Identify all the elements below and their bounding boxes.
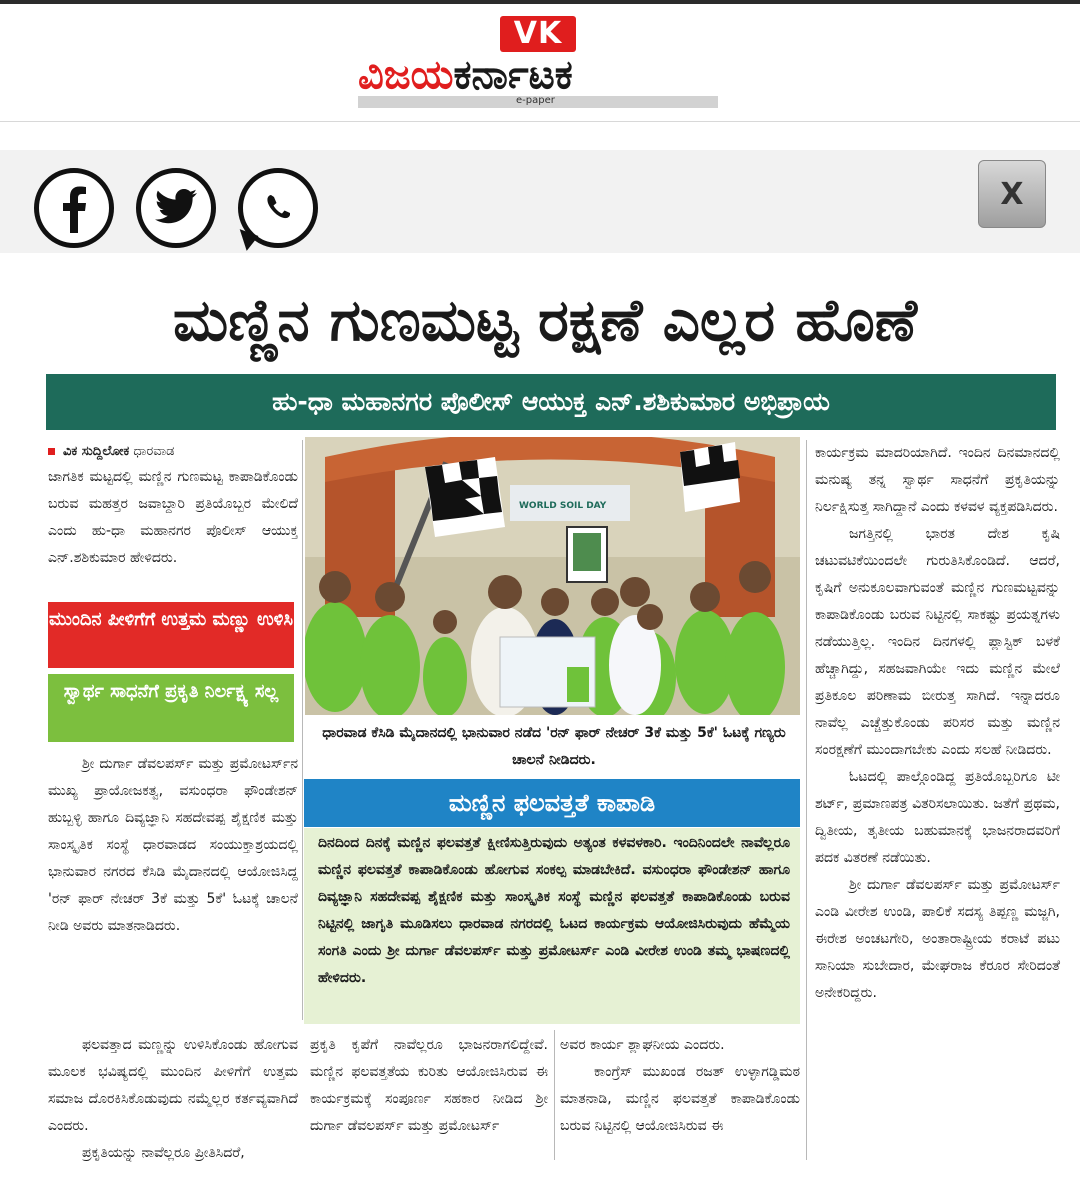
article-photo[interactable] <box>305 437 800 715</box>
article-headline: ಮಣ್ಣಿನ ಗುಣಮಟ್ಟ ರಕ್ಷಣೆ ಎಲ್ಲರ ಹೊಣೆ <box>172 286 918 354</box>
body-paragraph: ಶ್ರೀ ದುರ್ಗಾ ಡೆವಲಪರ್ಸ್ ಮತ್ತು ಪ್ರಮೋಟರ್ಸ್‌ನ ಮುಖ್ಯ ಪ್ರಾಯೋಜಕತ್ವ, ವಸುಂಧರಾ ಫೌಂಡೇಶನ್ ಹುಬ್ಬಳ್ಳಿ ಹಾಗೂ ದಿವ್ಯಜ್ಞಾನಿ ಸಹದೇವಪ್ಪ ಶೈಕ್ಷಣಿಕ ಮತ್ತು ಸಾಂಸ್ಕೃತಿಕ ಸಂಸ್ಥೆ ಧಾರವಾಡದ ಸಂಯುಕ್ತಾಶ್ರಯದಲ್ಲಿ ಭಾನುವಾರ ನಗರದ ಕೆಸಿಡಿ ಮೈದಾನದಲ್ಲಿ ಆಯೋಜಿಸಿದ್ದ 'ರನ್ ಫಾರ್ ನೇಚರ್ 3ಕೆ ಮತ್ತು 5ಕೆ' ಓಟಕ್ಕೆ ಚಾಲನೆ ನೀಡಿ ಅವರು ಮಾತನಾಡಿದರು. <box>48 756 298 934</box>
column2a-body <box>310 1032 548 1140</box>
column1-body <box>48 751 298 940</box>
intro-paragraph: ಜಾಗತಿಕ ಮಟ್ಟದಲ್ಲಿ ಮಣ್ಣಿನ ಗುಣಮಟ್ಟ ಕಾಪಾಡಿಕೊಂಡು ಬರುವ ಮಹತ್ತರ ಜವಾಬ್ದಾರಿ ಪ್ರತಿಯೊಬ್ಬರ ಮೇಲಿದೆ ಎಂದು ಹು-ಧಾ ಮಹಾನಗರ ಪೊಲೀಸ್ ಆಯುಕ್ತ ಎನ್.ಶಶಿಕುಮಾರ ಹೇಳಿದರು. <box>48 469 298 566</box>
edition-label: e-paper <box>516 95 555 106</box>
facebook-icon[interactable] <box>34 168 114 248</box>
vk-logo-badge: VK <box>500 16 576 52</box>
column1-bottom <box>48 1032 298 1167</box>
quote-box <box>304 828 800 1024</box>
article-subhead: ಹು-ಧಾ ಮಹಾನಗರ ಪೊಲೀಸ್ ಆಯುಕ್ತ ಎನ್.ಶಶಿಕುಮಾರ ಅಭಿಪ್ರಾಯ <box>46 374 1056 430</box>
brand-part1: ವಿಜಯ <box>358 52 454 98</box>
body-paragraph: ಶ್ರೀ ದುರ್ಗಾ ಡೆವಲಪರ್ಸ್ ಮತ್ತು ಪ್ರಮೋಟರ್ಸ್ ಎಂಡಿ ವೀರೇಶ ಉಂಡಿ, ಪಾಲಿಕೆ ಸದಸ್ಯ ತಿಪ್ಪಣ್ಣ ಮಜ್ಜಗಿ, ಈರೇಶ ಅಂಚಟಗೇರಿ, ಅಂತಾರಾಷ್ಟ್ರೀಯ ಕರಾಟೆ ಪಟು ಸಾನಿಯಾ ಸುಬೇದಾರ, ಮೇಘರಾಜ ಕೆರೂರ ಸೇರಿದಂತೆ ಅನೇಕರಿದ್ದರು. <box>815 877 1060 1001</box>
column2b-body <box>560 1032 800 1140</box>
photo-banner <box>519 501 607 511</box>
article-intro <box>48 464 298 572</box>
share-bar <box>0 150 1080 253</box>
body-paragraph: ಅವರ ಕಾರ್ಯ ಶ್ಲಾಘನೀಯ ಎಂದರು. <box>560 1037 725 1053</box>
body-paragraph: ಕಾಂಗ್ರೆಸ್ ಮುಖಂಡ ರಜತ್ ಉಳ್ಳಾಗಡ್ಡಿಮಠ ಮಾತನಾಡಿ, ಮಣ್ಣಿನ ಫಲವತ್ತತೆ ಕಾಪಾಡಿಕೊಂಡು ಬರುವ ನಿಟ್ಟಿನಲ್ಲಿ ಆಯೋಜಿಸಿರುವ ಈ <box>560 1064 800 1134</box>
highlight-box-green: ಸ್ವಾರ್ಥ ಸಾಧನೆಗೆ ಪ್ರಕೃತಿ ನಿರ್ಲಕ್ಷ್ಯ ಸಲ್ಲ <box>48 674 294 742</box>
body-paragraph: ಫಲವತ್ತಾದ ಮಣ್ಣನ್ನು ಉಳಿಸಿಕೊಂಡು ಹೋಗುವ ಮೂಲಕ ಭವಿಷ್ಯದಲ್ಲಿ ಮುಂದಿನ ಪೀಳಿಗೆಗೆ ಉತ್ತಮ ಸಮಾಜ ದೊರಕಿಸಿಕೊಡುವುದು ನಮ್ಮೆಲ್ಲರ ಕರ್ತವ್ಯವಾಗಿದೆ ಎಂದರು. <box>48 1037 298 1134</box>
body-paragraph: ಓಟದಲ್ಲಿ ಪಾಲ್ಗೊಂಡಿದ್ದ ಪ್ರತಿಯೊಬ್ಬರಿಗೂ ಟೀ ಶರ್ಟ್, ಪ್ರಮಾಣಪತ್ರ ವಿತರಿಸಲಾಯಿತು. ಜತೆಗೆ ಪ್ರಥಮ, ದ್ವಿತೀಯ, ತೃತೀಯ ಬಹುಮಾನಕ್ಕೆ ಭಾಜನರಾದವರಿಗೆ ಪದಕ ವಿತರಣೆ ನಡೆಯಿತು. <box>815 769 1060 866</box>
twitter-icon[interactable] <box>136 168 216 248</box>
column-divider <box>554 1030 555 1160</box>
masthead <box>0 4 1080 122</box>
byline-bullet <box>48 448 55 455</box>
photo-banner-text: WORLD SOIL DAY <box>519 501 607 511</box>
body-paragraph: ಕಾರ್ಯಕ್ರಮ ಮಾದರಿಯಾಗಿದೆ. ಇಂದಿನ ದಿನಮಾನದಲ್ಲಿ ಮನುಷ್ಯ ತನ್ನ ಸ್ವಾರ್ಥ ಸಾಧನೆಗೆ ಪ್ರಕೃತಿಯನ್ನು ನಿರ್ಲಕ್ಷಿಸುತ್ತ ಸಾಗಿದ್ದಾನೆ ಎಂದು ಕಳವಳ ವ್ಯಕ್ತಪಡಿಸಿದರು. <box>815 445 1060 515</box>
byline-place: ಧಾರವಾಡ <box>133 444 175 459</box>
close-button[interactable]: X <box>978 160 1046 228</box>
photo-caption: ಧಾರವಾಡ ಕೆಸಿಡಿ ಮೈದಾನದಲ್ಲಿ ಭಾನುವಾರ ನಡೆದ 'ರನ್ ಫಾರ್ ನೇಚರ್ 3ಕೆ ಮತ್ತು 5ಕೆ' ಓಟಕ್ಕೆ ಗಣ್ಯರು ಚಾಲನೆ ನೀಡಿದರು. <box>322 725 786 768</box>
body-paragraph: ಜಗತ್ತಿನಲ್ಲಿ ಭಾರತ ದೇಶ ಕೃಷಿ ಚಟುವಟಿಕೆಯಿಂದಲೇ ಗುರುತಿಸಿಕೊಂಡಿದೆ. ಆದರೆ, ಕೃಷಿಗೆ ಅನುಕೂಲವಾಗುವಂತೆ ಮಣ್ಣಿನ ಗುಣಮಟ್ಟವನ್ನು ಕಾಪಾಡಿಕೊಂಡು ಬರುವ ನಿಟ್ಟಿನಲ್ಲಿ ಸಾಕಷ್ಟು ಪ್ರಯತ್ನಗಳು ನಡೆಯುತ್ತಿಲ್ಲ. ಇಂದಿನ ದಿನಗಳಲ್ಲಿ ಪ್ಲಾಸ್ಟಿಕ್ ಬಳಕೆ ಹೆಚ್ಚಾಗಿದ್ದು, ಸಹಜವಾಗಿಯೇ ಇದು ಮಣ್ಣಿನ ಮೇಲೆ ಪ್ರತಿಕೂಲ ಪರಿಣಾಮ ಬೀರುತ್ತ ಸಾಗಿದೆ. ಇನ್ನಾದರೂ ನಾವೆಲ್ಲ ಎಚ್ಚೆತ್ತುಕೊಂಡು ಪರಿಸರ ಮತ್ತು ಮಣ್ಣಿನ ಸಂರಕ್ಷಣೆಗೆ ಮುಂದಾಗಬೇಕು ಎಂದು ಸಲಹೆ ನೀಡಿದರು. <box>815 526 1060 758</box>
byline-source: ವಿಕ ಸುದ್ದಿಲೋಕ <box>63 444 130 459</box>
brand-logo[interactable] <box>358 52 573 98</box>
quote-text: ದಿನದಿಂದ ದಿನಕ್ಕೆ ಮಣ್ಣಿನ ಫಲವತ್ತತೆ ಕ್ಷೀಣಿಸುತ್ತಿರುವುದು ಅತ್ಯಂತ ಕಳವಳಕಾರಿ. ಇಂದಿನಿಂದಲೇ ನಾವೆಲ್ಲರೂ ಮಣ್ಣಿನ ಫಲವತ್ತತೆ ಕಾಪಾಡಿಕೊಂಡು ಹೋಗುವ ಸಂಕಲ್ಪ ಮಾಡಬೇಕಿದೆ. ವಸುಂಧರಾ ಫೌಂಡೇಶನ್ ಹಾಗೂ ದಿವ್ಯಜ್ಞಾನಿ ಸಹದೇವಪ್ಪ ಶೈಕ್ಷಣಿಕ ಮತ್ತು ಸಾಂಸ್ಕೃತಿಕ ಸಂಸ್ಥೆ ಮಣ್ಣಿನ ಫಲವತ್ತತೆ ಕಾಪಾಡಿಕೊಂಡು ಬರುವ ನಿಟ್ಟಿನಲ್ಲಿ ಜಾಗೃತಿ ಮೂಡಿಸಲು ಧಾರವಾಡ ನಗರದಲ್ಲಿ ಓಟದ ಕಾರ್ಯಕ್ರಮ ಆಯೋಜಿಸಿರುವುದು ಹೆಮ್ಮೆಯ ಸಂಗತಿ ಎಂದು ಶ್ರೀ ದುರ್ಗಾ ಡೆವಲಪರ್ಸ್ ಮತ್ತು ಪ್ರಮೋಟರ್ಸ್ ಎಂಡಿ ವೀರೇಶ ಉಂಡಿ ತಮ್ಮ ಭಾಷಣದಲ್ಲಿ ಹೇಳಿದರು. <box>318 835 790 986</box>
column-divider <box>806 440 807 1160</box>
body-paragraph: ಪ್ರಕೃತಿಯನ್ನು ನಾವೆಲ್ಲರೂ ಪ್ರೀತಿಸಿದರೆ, <box>82 1145 245 1161</box>
section-subheading: ಮಣ್ಣಿನ ಫಲವತ್ತತೆ ಕಾಪಾಡಿ <box>304 779 800 827</box>
highlight-box-red: ಮುಂದಿನ ಪೀಳಿಗೆಗೆ ಉತ್ತಮ ಮಣ್ಣು ಉಳಿಸಿ <box>48 602 294 668</box>
column-divider <box>302 440 303 1020</box>
brand-part2: ಕರ್ನಾಟಕ <box>453 52 573 98</box>
column3-body <box>815 440 1060 1007</box>
byline <box>48 440 298 464</box>
body-paragraph: ಪ್ರಕೃತಿ ಕೃಪೆಗೆ ನಾವೆಲ್ಲರೂ ಭಾಜನರಾಗಲಿದ್ದೇವೆ. ಮಣ್ಣಿನ ಫಲವತ್ತತೆಯ ಕುರಿತು ಆಯೋಜಿಸಿರುವ ಈ ಕಾರ್ಯಕ್ರಮಕ್ಕೆ ಸಂಪೂರ್ಣ ಸಹಕಾರ ನೀಡಿದ ಶ್ರೀ ದುರ್ಗಾ ಡೆವಲಪರ್ಸ್ ಮತ್ತು ಪ್ರಮೋಟರ್ಸ್ <box>310 1037 548 1134</box>
